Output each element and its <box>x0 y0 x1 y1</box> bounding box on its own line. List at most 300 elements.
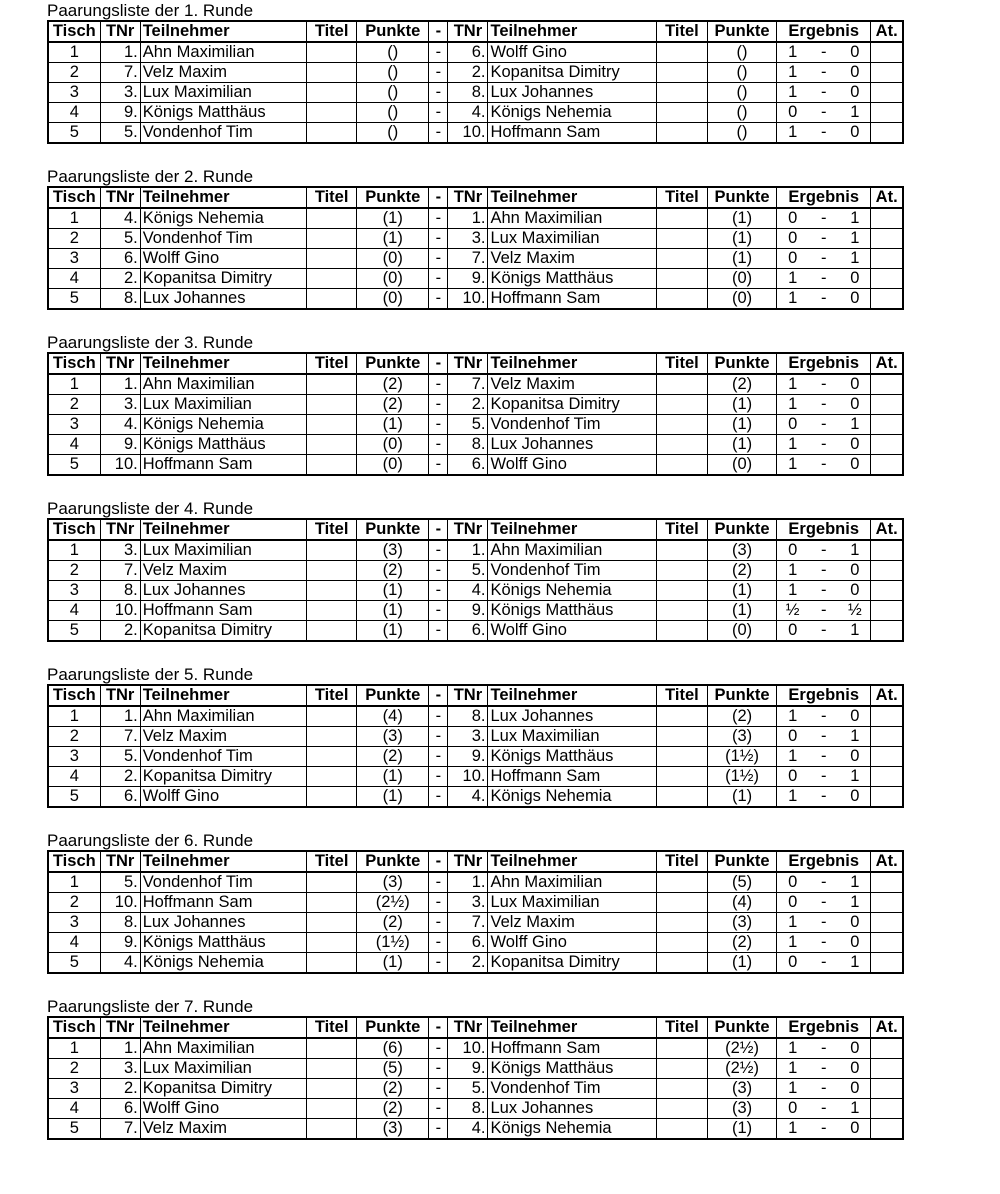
pairing-table <box>47 186 904 310</box>
result-white: 0 <box>788 621 798 639</box>
result-separator: - <box>820 123 827 141</box>
pairing-separator: - <box>429 787 448 808</box>
black-player-number: 4. <box>448 1119 488 1140</box>
round-3 <box>47 334 904 476</box>
result-black: 0 <box>850 63 860 81</box>
result-black: 0 <box>850 1059 860 1077</box>
header-row <box>48 851 903 872</box>
header-tisch: Tisch <box>48 21 100 42</box>
white-player-number: 3. <box>100 1059 140 1079</box>
game-result <box>777 872 871 893</box>
header-dash: - <box>429 1017 448 1038</box>
table-number: 5 <box>48 621 100 642</box>
black-player-points: (3) <box>707 727 776 747</box>
black-player-points: (0) <box>707 289 776 310</box>
white-player-name: Kopanitsa Dimitry <box>140 1079 306 1099</box>
black-player-name: Lux Johannes <box>488 1099 656 1119</box>
result-separator: - <box>820 63 827 81</box>
result-separator: - <box>820 873 827 891</box>
black-player-title <box>656 103 707 123</box>
result-white: 0 <box>788 873 798 891</box>
result-black: 1 <box>850 103 860 121</box>
white-player-name: Lux Johannes <box>140 581 306 601</box>
header-ergebnis: Ergebnis <box>777 851 871 872</box>
black-player-points: (2½) <box>707 1038 776 1059</box>
white-player-points: (3) <box>357 1119 429 1140</box>
black-player-title <box>656 269 707 289</box>
pairing-separator: - <box>429 540 448 561</box>
black-player-number: 3. <box>448 229 488 249</box>
table-row <box>48 727 903 747</box>
white-player-number: 9. <box>100 103 140 123</box>
black-player-number: 4. <box>448 103 488 123</box>
black-player-points: (3) <box>707 913 776 933</box>
table-row <box>48 540 903 561</box>
white-player-points: (1) <box>357 415 429 435</box>
table-row <box>48 581 903 601</box>
white-player-number: 4. <box>100 415 140 435</box>
result-black: 1 <box>850 541 860 559</box>
white-player-number: 2. <box>100 269 140 289</box>
black-player-title <box>656 1038 707 1059</box>
table-row <box>48 747 903 767</box>
result-black: 0 <box>850 455 860 473</box>
game-at <box>871 621 903 642</box>
game-at <box>871 872 903 893</box>
game-result <box>777 395 871 415</box>
white-player-number: 5. <box>100 872 140 893</box>
table-number: 5 <box>48 123 100 144</box>
result-white: 0 <box>788 541 798 559</box>
table-row <box>48 621 903 642</box>
white-player-name: Wolff Gino <box>140 249 306 269</box>
white-player-title <box>307 1119 357 1140</box>
table-row <box>48 395 903 415</box>
white-player-name: Lux Maximilian <box>140 395 306 415</box>
game-at <box>871 395 903 415</box>
white-player-number: 3. <box>100 83 140 103</box>
white-player-title <box>307 621 357 642</box>
pairing-separator: - <box>429 727 448 747</box>
game-result <box>777 208 871 229</box>
table-row <box>48 1119 903 1140</box>
black-player-title <box>656 1059 707 1079</box>
result-black: 0 <box>850 913 860 931</box>
black-player-number: 2. <box>448 395 488 415</box>
black-player-title <box>656 289 707 310</box>
white-player-title <box>307 415 357 435</box>
white-player-title <box>307 561 357 581</box>
table-number: 1 <box>48 872 100 893</box>
white-player-name: Ahn Maximilian <box>140 1038 306 1059</box>
black-player-points: (3) <box>707 1079 776 1099</box>
black-player-points: (0) <box>707 621 776 642</box>
white-player-points: (3) <box>357 727 429 747</box>
white-player-name: Königs Nehemia <box>140 415 306 435</box>
black-player-title <box>656 601 707 621</box>
black-player-number: 8. <box>448 435 488 455</box>
white-player-number: 6. <box>100 787 140 808</box>
header-tisch: Tisch <box>48 187 100 208</box>
result-white: 0 <box>788 1099 798 1117</box>
game-result <box>777 269 871 289</box>
table-row <box>48 561 903 581</box>
table-row <box>48 933 903 953</box>
black-player-name: Lux Johannes <box>488 83 656 103</box>
black-player-points: (2) <box>707 933 776 953</box>
white-player-title <box>307 42 357 63</box>
round-title: Paarungsliste der 7. Runde <box>47 997 254 1016</box>
white-player-name: Königs Matthäus <box>140 103 306 123</box>
white-player-title <box>307 601 357 621</box>
black-player-number: 9. <box>448 601 488 621</box>
black-player-number: 7. <box>448 913 488 933</box>
table-number: 5 <box>48 1119 100 1140</box>
pairing-table <box>47 684 904 808</box>
table-row <box>48 249 903 269</box>
table-number: 5 <box>48 953 100 974</box>
white-player-points: (2) <box>357 561 429 581</box>
result-black: 1 <box>850 953 860 971</box>
table-row <box>48 787 903 808</box>
white-player-name: Ahn Maximilian <box>140 374 306 395</box>
header-punkte: Punkte <box>357 1017 429 1038</box>
game-result <box>777 747 871 767</box>
result-black: 0 <box>850 395 860 413</box>
header-titel: Titel <box>307 851 357 872</box>
header-row <box>48 187 903 208</box>
pairing-separator: - <box>429 395 448 415</box>
pairing-separator: - <box>429 103 448 123</box>
white-player-number: 3. <box>100 540 140 561</box>
round-1 <box>47 2 904 144</box>
pairing-separator: - <box>429 706 448 727</box>
black-player-title <box>656 706 707 727</box>
white-player-number: 6. <box>100 1099 140 1119</box>
round-title: Paarungsliste der 3. Runde <box>47 333 254 352</box>
result-separator: - <box>820 415 827 433</box>
result-separator: - <box>820 83 827 101</box>
black-player-name: Hoffmann Sam <box>488 1038 656 1059</box>
header-tnr: TNr <box>100 353 140 374</box>
table-row <box>48 913 903 933</box>
white-player-title <box>307 103 357 123</box>
black-player-title <box>656 63 707 83</box>
result-separator: - <box>820 103 827 121</box>
header-at: At. <box>871 1017 903 1038</box>
header-titel: Titel <box>307 353 357 374</box>
game-at <box>871 374 903 395</box>
table-number: 2 <box>48 395 100 415</box>
game-at <box>871 787 903 808</box>
pairing-separator: - <box>429 229 448 249</box>
black-player-name: Wolff Gino <box>488 455 656 476</box>
header-tnr: TNr <box>100 685 140 706</box>
game-at <box>871 706 903 727</box>
result-black: 0 <box>850 581 860 599</box>
white-player-points: (1) <box>357 229 429 249</box>
black-player-points: (1½) <box>707 747 776 767</box>
table-number: 2 <box>48 727 100 747</box>
game-at <box>871 249 903 269</box>
pairing-separator: - <box>429 435 448 455</box>
game-at <box>871 269 903 289</box>
result-separator: - <box>820 933 827 951</box>
table-row <box>48 42 903 63</box>
game-at <box>871 601 903 621</box>
result-white: 0 <box>788 415 798 433</box>
result-black: 0 <box>850 747 860 765</box>
result-black: 0 <box>850 787 860 805</box>
header-teilnehmer: Teilnehmer <box>140 21 306 42</box>
header-at: At. <box>871 187 903 208</box>
white-player-name: Königs Matthäus <box>140 435 306 455</box>
white-player-points: (0) <box>357 455 429 476</box>
white-player-number: 3. <box>100 395 140 415</box>
header-ergebnis: Ergebnis <box>777 1017 871 1038</box>
black-player-name: Lux Johannes <box>488 435 656 455</box>
black-player-points: () <box>707 123 776 144</box>
white-player-title <box>307 913 357 933</box>
game-result <box>777 953 871 974</box>
white-player-name: Lux Maximilian <box>140 83 306 103</box>
white-player-number: 7. <box>100 63 140 83</box>
game-result <box>777 415 871 435</box>
black-player-number: 2. <box>448 953 488 974</box>
header-titel: Titel <box>307 1017 357 1038</box>
white-player-title <box>307 63 357 83</box>
result-white: 1 <box>788 707 798 725</box>
pairing-separator: - <box>429 123 448 144</box>
header-tnr: TNr <box>100 187 140 208</box>
black-player-title <box>656 540 707 561</box>
black-player-points: () <box>707 42 776 63</box>
result-white: 1 <box>788 289 798 307</box>
black-player-name: Velz Maxim <box>488 913 656 933</box>
table-number: 5 <box>48 787 100 808</box>
result-white: 0 <box>788 893 798 911</box>
result-white: 1 <box>788 787 798 805</box>
result-black: 0 <box>850 375 860 393</box>
table-number: 4 <box>48 933 100 953</box>
white-player-title <box>307 727 357 747</box>
black-player-points: (1) <box>707 415 776 435</box>
table-number: 2 <box>48 893 100 913</box>
pairing-separator: - <box>429 289 448 310</box>
black-player-number: 6. <box>448 455 488 476</box>
black-player-points: (1) <box>707 395 776 415</box>
table-number: 4 <box>48 601 100 621</box>
black-player-title <box>656 747 707 767</box>
header-tnr: TNr <box>448 1017 488 1038</box>
header-tisch: Tisch <box>48 1017 100 1038</box>
header-teilnehmer: Teilnehmer <box>488 353 656 374</box>
white-player-name: Hoffmann Sam <box>140 893 306 913</box>
white-player-name: Vondenhof Tim <box>140 747 306 767</box>
pairing-separator: - <box>429 747 448 767</box>
table-row <box>48 269 903 289</box>
table-row <box>48 289 903 310</box>
white-player-number: 2. <box>100 621 140 642</box>
pairing-separator: - <box>429 913 448 933</box>
result-black: 1 <box>850 767 860 785</box>
game-at <box>871 540 903 561</box>
game-result <box>777 289 871 310</box>
black-player-points: (2) <box>707 374 776 395</box>
header-titel: Titel <box>307 21 357 42</box>
black-player-points: (2) <box>707 561 776 581</box>
black-player-title <box>656 229 707 249</box>
black-player-title <box>656 767 707 787</box>
white-player-number: 2. <box>100 767 140 787</box>
result-separator: - <box>820 953 827 971</box>
black-player-name: Vondenhof Tim <box>488 1079 656 1099</box>
header-teilnehmer: Teilnehmer <box>488 1017 656 1038</box>
pairing-table <box>47 352 904 476</box>
black-player-name: Königs Matthäus <box>488 747 656 767</box>
black-player-points: (4) <box>707 893 776 913</box>
black-player-points: (1) <box>707 953 776 974</box>
table-number: 3 <box>48 1079 100 1099</box>
header-teilnehmer: Teilnehmer <box>488 21 656 42</box>
result-separator: - <box>820 727 827 745</box>
game-at <box>871 103 903 123</box>
header-at: At. <box>871 685 903 706</box>
game-result <box>777 727 871 747</box>
black-player-number: 6. <box>448 42 488 63</box>
result-separator: - <box>820 1119 827 1137</box>
pairing-separator: - <box>429 561 448 581</box>
pairing-table <box>47 1016 904 1140</box>
result-separator: - <box>820 1079 827 1097</box>
result-black: 1 <box>850 727 860 745</box>
header-dash: - <box>429 21 448 42</box>
header-teilnehmer: Teilnehmer <box>488 851 656 872</box>
white-player-name: Velz Maxim <box>140 727 306 747</box>
table-number: 1 <box>48 42 100 63</box>
result-white: 1 <box>788 913 798 931</box>
result-separator: - <box>820 707 827 725</box>
white-player-title <box>307 787 357 808</box>
black-player-name: Ahn Maximilian <box>488 872 656 893</box>
black-player-number: 8. <box>448 706 488 727</box>
game-at <box>871 767 903 787</box>
game-result <box>777 933 871 953</box>
game-result <box>777 63 871 83</box>
result-white: 0 <box>788 103 798 121</box>
result-white: 0 <box>788 249 798 267</box>
result-black: ½ <box>847 601 862 619</box>
white-player-number: 4. <box>100 208 140 229</box>
black-player-points: (1) <box>707 249 776 269</box>
result-white: 1 <box>788 435 798 453</box>
white-player-title <box>307 767 357 787</box>
result-white: 1 <box>788 581 798 599</box>
black-player-points: () <box>707 103 776 123</box>
table-row <box>48 455 903 476</box>
table-row <box>48 893 903 913</box>
black-player-number: 10. <box>448 767 488 787</box>
white-player-number: 9. <box>100 435 140 455</box>
result-separator: - <box>820 435 827 453</box>
header-tnr: TNr <box>100 1017 140 1038</box>
white-player-number: 7. <box>100 1119 140 1140</box>
table-row <box>48 415 903 435</box>
header-at: At. <box>871 353 903 374</box>
white-player-points: (2) <box>357 1099 429 1119</box>
black-player-points: () <box>707 63 776 83</box>
game-at <box>871 913 903 933</box>
black-player-points: () <box>707 83 776 103</box>
round-title: Paarungsliste der 6. Runde <box>47 831 254 850</box>
header-ergebnis: Ergebnis <box>777 519 871 540</box>
header-at: At. <box>871 21 903 42</box>
white-player-title <box>307 289 357 310</box>
table-number: 2 <box>48 63 100 83</box>
black-player-title <box>656 727 707 747</box>
game-at <box>871 1038 903 1059</box>
black-player-title <box>656 208 707 229</box>
header-punkte: Punkte <box>357 21 429 42</box>
header-punkte: Punkte <box>357 187 429 208</box>
pairing-separator: - <box>429 872 448 893</box>
black-player-name: Vondenhof Tim <box>488 415 656 435</box>
pairing-separator: - <box>429 63 448 83</box>
header-row <box>48 1017 903 1038</box>
white-player-title <box>307 1059 357 1079</box>
black-player-points: (1) <box>707 208 776 229</box>
result-separator: - <box>820 561 827 579</box>
header-teilnehmer: Teilnehmer <box>488 187 656 208</box>
black-player-name: Lux Maximilian <box>488 229 656 249</box>
white-player-name: Lux Maximilian <box>140 540 306 561</box>
result-separator: - <box>820 1059 827 1077</box>
white-player-number: 10. <box>100 455 140 476</box>
black-player-title <box>656 395 707 415</box>
pairing-separator: - <box>429 767 448 787</box>
white-player-points: (0) <box>357 435 429 455</box>
game-at <box>871 1099 903 1119</box>
pairing-separator: - <box>429 1079 448 1099</box>
white-player-number: 5. <box>100 229 140 249</box>
game-result <box>777 1079 871 1099</box>
header-dash: - <box>429 187 448 208</box>
white-player-points: (1) <box>357 953 429 974</box>
header-row <box>48 519 903 540</box>
black-player-title <box>656 249 707 269</box>
result-separator: - <box>820 1099 827 1117</box>
black-player-name: Kopanitsa Dimitry <box>488 395 656 415</box>
black-player-name: Hoffmann Sam <box>488 289 656 310</box>
black-player-title <box>656 581 707 601</box>
black-player-title <box>656 1119 707 1140</box>
header-titel: Titel <box>656 187 707 208</box>
white-player-name: Königs Nehemia <box>140 953 306 974</box>
result-separator: - <box>820 913 827 931</box>
header-at: At. <box>871 851 903 872</box>
table-number: 1 <box>48 1038 100 1059</box>
black-player-number: 6. <box>448 933 488 953</box>
header-punkte: Punkte <box>357 519 429 540</box>
game-result <box>777 1099 871 1119</box>
game-at <box>871 83 903 103</box>
game-at <box>871 561 903 581</box>
result-white: 1 <box>788 375 798 393</box>
white-player-title <box>307 1079 357 1099</box>
round-title: Paarungsliste der 5. Runde <box>47 665 254 684</box>
white-player-name: Kopanitsa Dimitry <box>140 767 306 787</box>
result-separator: - <box>820 289 827 307</box>
